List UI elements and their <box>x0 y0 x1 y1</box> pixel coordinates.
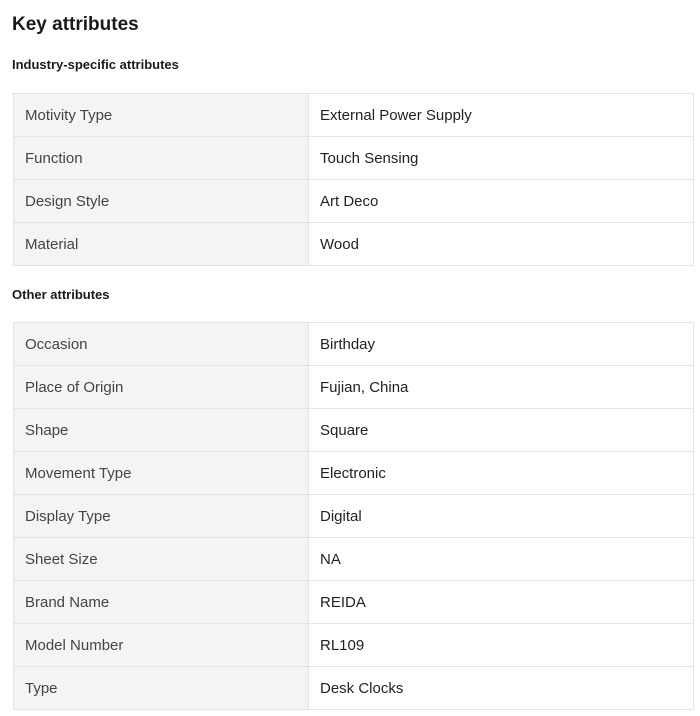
attribute-value: Fujian, China <box>309 366 694 409</box>
table-row <box>14 538 694 581</box>
attribute-name: Place of Origin <box>14 366 309 409</box>
attribute-name: Material <box>14 223 309 266</box>
attribute-name: Shape <box>14 409 309 452</box>
table-row <box>14 452 694 495</box>
attribute-name: Model Number <box>14 624 309 667</box>
table-row <box>14 581 694 624</box>
attribute-value: Electronic <box>309 452 694 495</box>
attribute-value: Desk Clocks <box>309 667 694 710</box>
section-title-other: Other attributes <box>12 287 110 302</box>
table-row <box>14 94 694 137</box>
attribute-name: Type <box>14 667 309 710</box>
attribute-value: Square <box>309 409 694 452</box>
table-row <box>14 624 694 667</box>
table-row <box>14 223 694 266</box>
attribute-name: Design Style <box>14 180 309 223</box>
table-row <box>14 323 694 366</box>
table-row <box>14 667 694 710</box>
attribute-name: Movement Type <box>14 452 309 495</box>
table-row <box>14 137 694 180</box>
attribute-name: Display Type <box>14 495 309 538</box>
table-row <box>14 495 694 538</box>
attribute-name: Motivity Type <box>14 94 309 137</box>
attribute-value: Art Deco <box>309 180 694 223</box>
page-title: Key attributes <box>12 14 139 35</box>
table-row <box>14 366 694 409</box>
attribute-name: Occasion <box>14 323 309 366</box>
attribute-value: External Power Supply <box>309 94 694 137</box>
attribute-value: Birthday <box>309 323 694 366</box>
attribute-value: Touch Sensing <box>309 137 694 180</box>
attribute-value: Wood <box>309 223 694 266</box>
section-title-industry-specific: Industry-specific attributes <box>12 57 179 72</box>
attribute-value: NA <box>309 538 694 581</box>
table-row <box>14 180 694 223</box>
attribute-name: Sheet Size <box>14 538 309 581</box>
industry-attributes-table <box>13 93 694 266</box>
attribute-value: RL109 <box>309 624 694 667</box>
attribute-name: Brand Name <box>14 581 309 624</box>
attribute-name: Function <box>14 137 309 180</box>
attribute-value: REIDA <box>309 581 694 624</box>
attribute-value: Digital <box>309 495 694 538</box>
other-attributes-table <box>13 322 694 710</box>
table-row <box>14 409 694 452</box>
